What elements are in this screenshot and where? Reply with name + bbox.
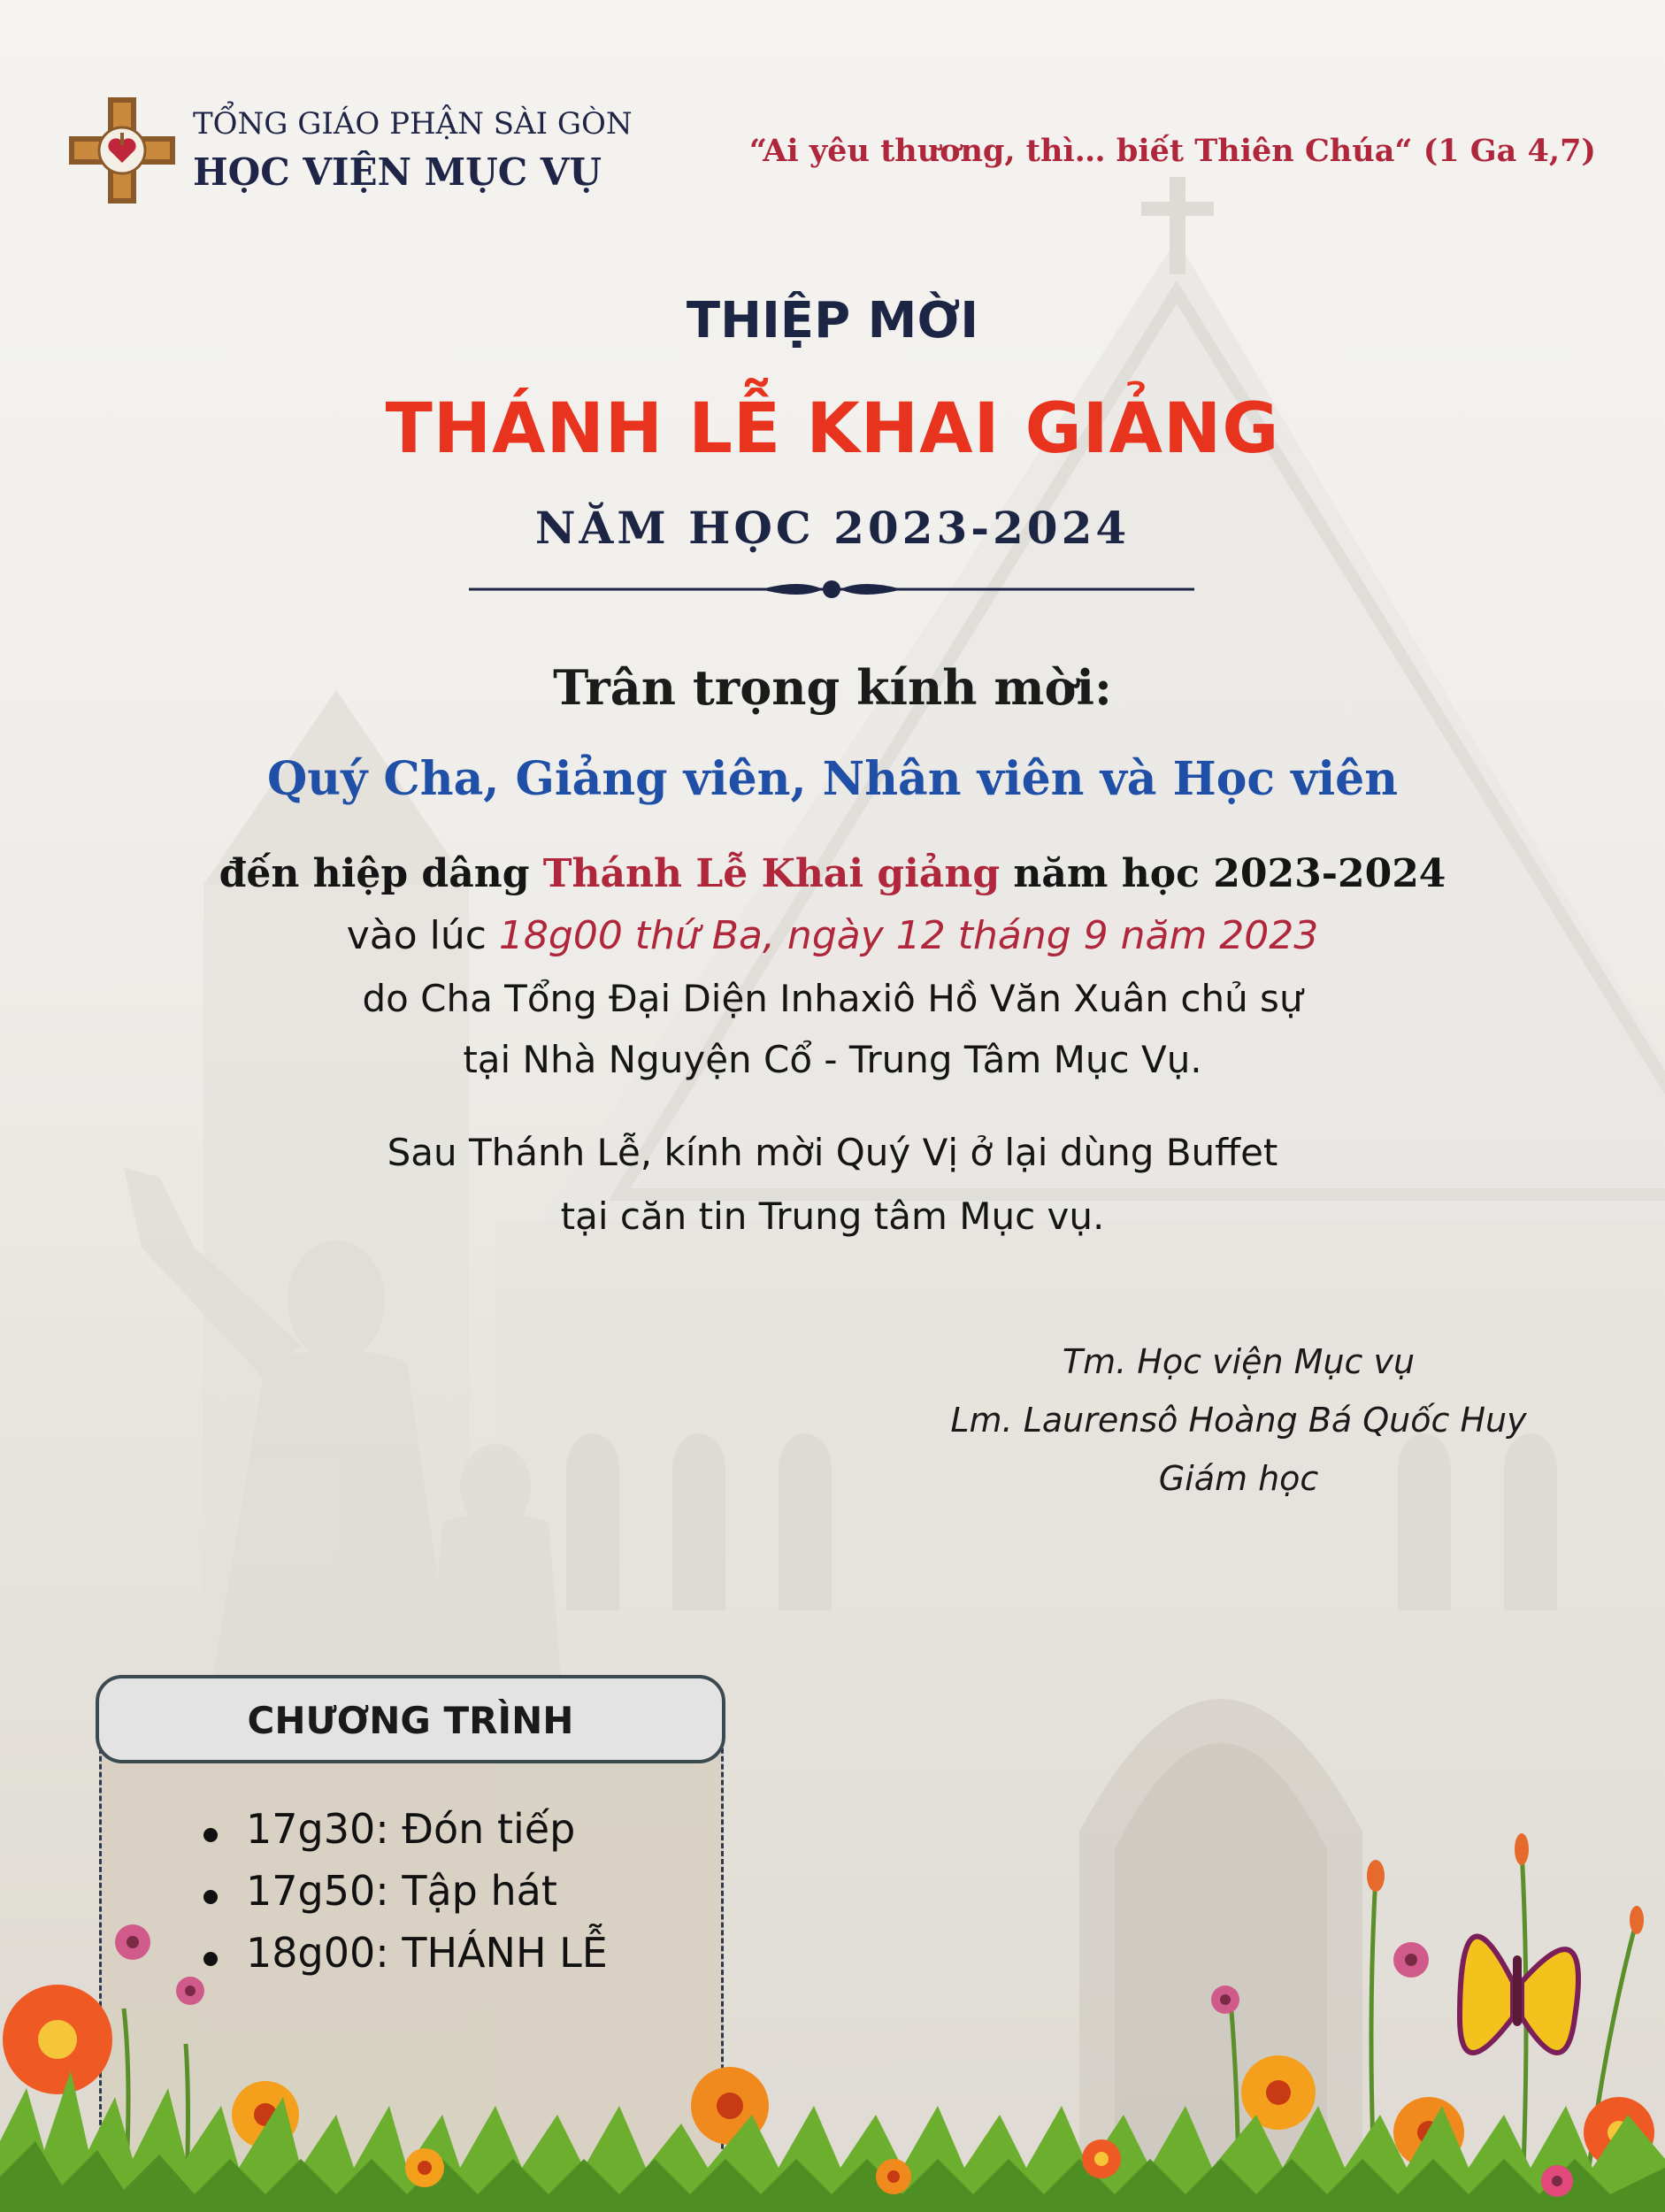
respect-heading: Trân trọng kính mời: (553, 659, 1112, 716)
invitation-line-buffet: Sau Thánh Lễ, kính mời Quý Vị ở lại dùng Buffet (387, 1131, 1278, 1174)
invitation-label: THIỆP MỜI (686, 292, 979, 349)
bible-quote: “Ai yêu thương, thì… biết Thiên Chúa“ (1 Ga 4,7) (748, 133, 1596, 169)
signature-title: Giám học (1158, 1459, 1319, 1498)
program-item-text: 17g30: Đón tiếp (246, 1805, 576, 1853)
invitation-line-time (0, 913, 1665, 958)
event-highlight: Thánh Lễ Khai giảng (542, 851, 1001, 896)
flower-grass-decoration (0, 1805, 1665, 2212)
event-datetime: 18g00 thứ Ba, ngày 12 tháng 9 năm 2023 (498, 913, 1319, 958)
invitation-line-canteen: tại căn tin Trung tâm Mục vụ. (560, 1194, 1105, 1238)
invitation-line-celebrant: do Cha Tổng Đại Diện Inhaxiô Hồ Văn Xuân chủ sự (362, 977, 1303, 1020)
ornamental-divider (469, 573, 1194, 605)
line2-prefix: vào lúc (346, 913, 499, 958)
program-item-text: 18g00: THÁNH LỄ (246, 1929, 608, 1977)
event-title: THÁNH LỄ KHAI GIẢNG (385, 389, 1280, 469)
academy-logo-cross-icon (69, 97, 175, 204)
school-year: NĂM HỌC 2023-2024 (534, 502, 1131, 554)
invitation-line-venue: tại Nhà Nguyện Cổ - Trung Tâm Mục Vụ. (463, 1038, 1202, 1081)
academy-name: HỌC VIỆN MỤC VỤ (193, 150, 602, 194)
archdiocese-name: TỔNG GIÁO PHẬN SÀI GÒN (193, 106, 633, 142)
signature-name: Lm. Laurensô Hoàng Bá Quốc Huy (950, 1401, 1527, 1440)
line1-prefix: đến hiệp dâng (219, 851, 543, 896)
program-title: CHƯƠNG TRÌNH (247, 1699, 574, 1742)
line1-suffix: năm học 2023-2024 (1000, 851, 1446, 896)
invited-guests: Quý Cha, Giảng viên, Nhân viên và Học viên (266, 752, 1399, 806)
signature-on-behalf: Tm. Học viện Mục vụ (1062, 1342, 1416, 1381)
invitation-line-event (0, 851, 1665, 896)
program-item-text: 17g50: Tập hát (246, 1867, 557, 1915)
